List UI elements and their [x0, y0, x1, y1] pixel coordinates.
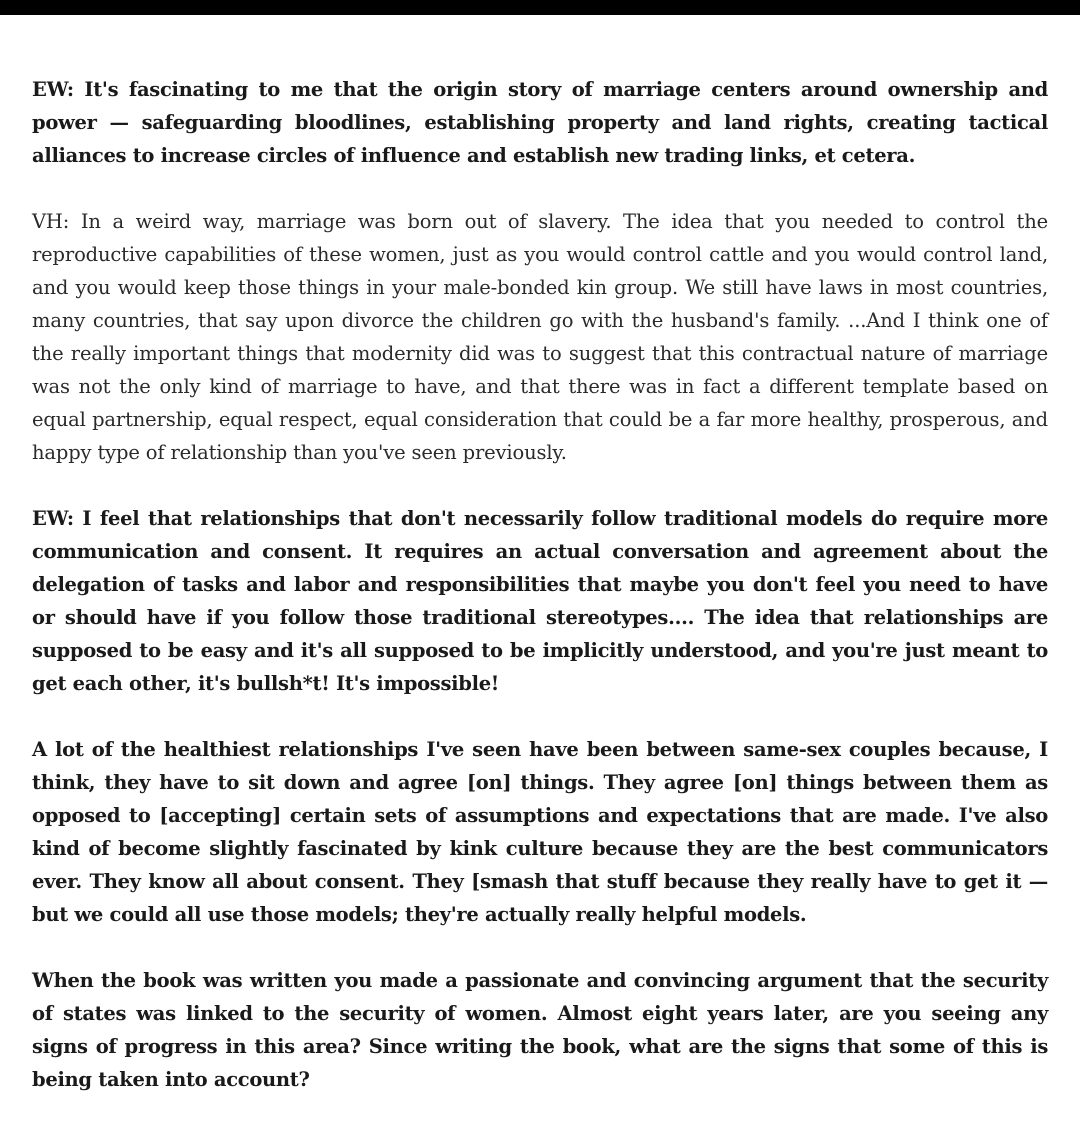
paragraph-ew-continued: A lot of the healthiest relationships I've seen have been between same-sex couples because, I think, they have to sit down and agree [on] things. They agree [on] things between them as opposed to [accepting] certain sets of assumptions and expectations that are made. I've also kind of become slightly fascinated by kink culture because they are the best communicators ever. They know all about consent. They [smash that stuff because they really have to get it — but we could all use those models; they're actually really helpful models. — [32, 738, 1048, 926]
paragraph-question: When the book was written you made a passionate and convincing argument that the security of states was linked to the security of women. Almost eight years later, are you seeing any signs of progress in this area? Since writing the book, what are the signs that some of this is being taken into account? — [32, 969, 1048, 1091]
top-bar — [0, 0, 1080, 15]
paragraph-ew-question: EW: It's fascinating to me that the origin story of marriage centers around ownership and power — safeguarding bloodlines, establishing property and land rights, creating tactical alliances to increase circles of influence and establish new trading links, et cetera. — [32, 78, 1048, 167]
paragraph-ew-comment: EW: I feel that relationships that don't necessarily follow traditional models do require more communication and consent. It requires an actual conversation and agreement about the delegation of tasks and labor and responsibilities that maybe you don't feel you need to have or should have if you follow those traditional stereotypes.... The idea that relationships are supposed to be easy and it's all supposed to be implicitly understood, and you're just meant to get each other, it's bullsh*t! It's impossible! — [32, 507, 1048, 695]
article-body — [32, 73, 1048, 1129]
paragraph-vh-answer: VH: In a weird way, marriage was born out of slavery. The idea that you needed to control the reproductive capabilities of these women, just as you would control cattle and you would control land, and you would keep those things in your male-bonded kin group. We still have laws in most countries, many countries, that say upon divorce the children go with the husband's family. ...And I think one of the really important things that modernity did was to suggest that this contractual nature of marriage was not the only kind of marriage to have, and that there was in fact a different template based on equal partnership, equal respect, equal consideration that could be a far more healthy, prosperous, and happy type of relationship than you've seen previously. — [32, 210, 1048, 464]
